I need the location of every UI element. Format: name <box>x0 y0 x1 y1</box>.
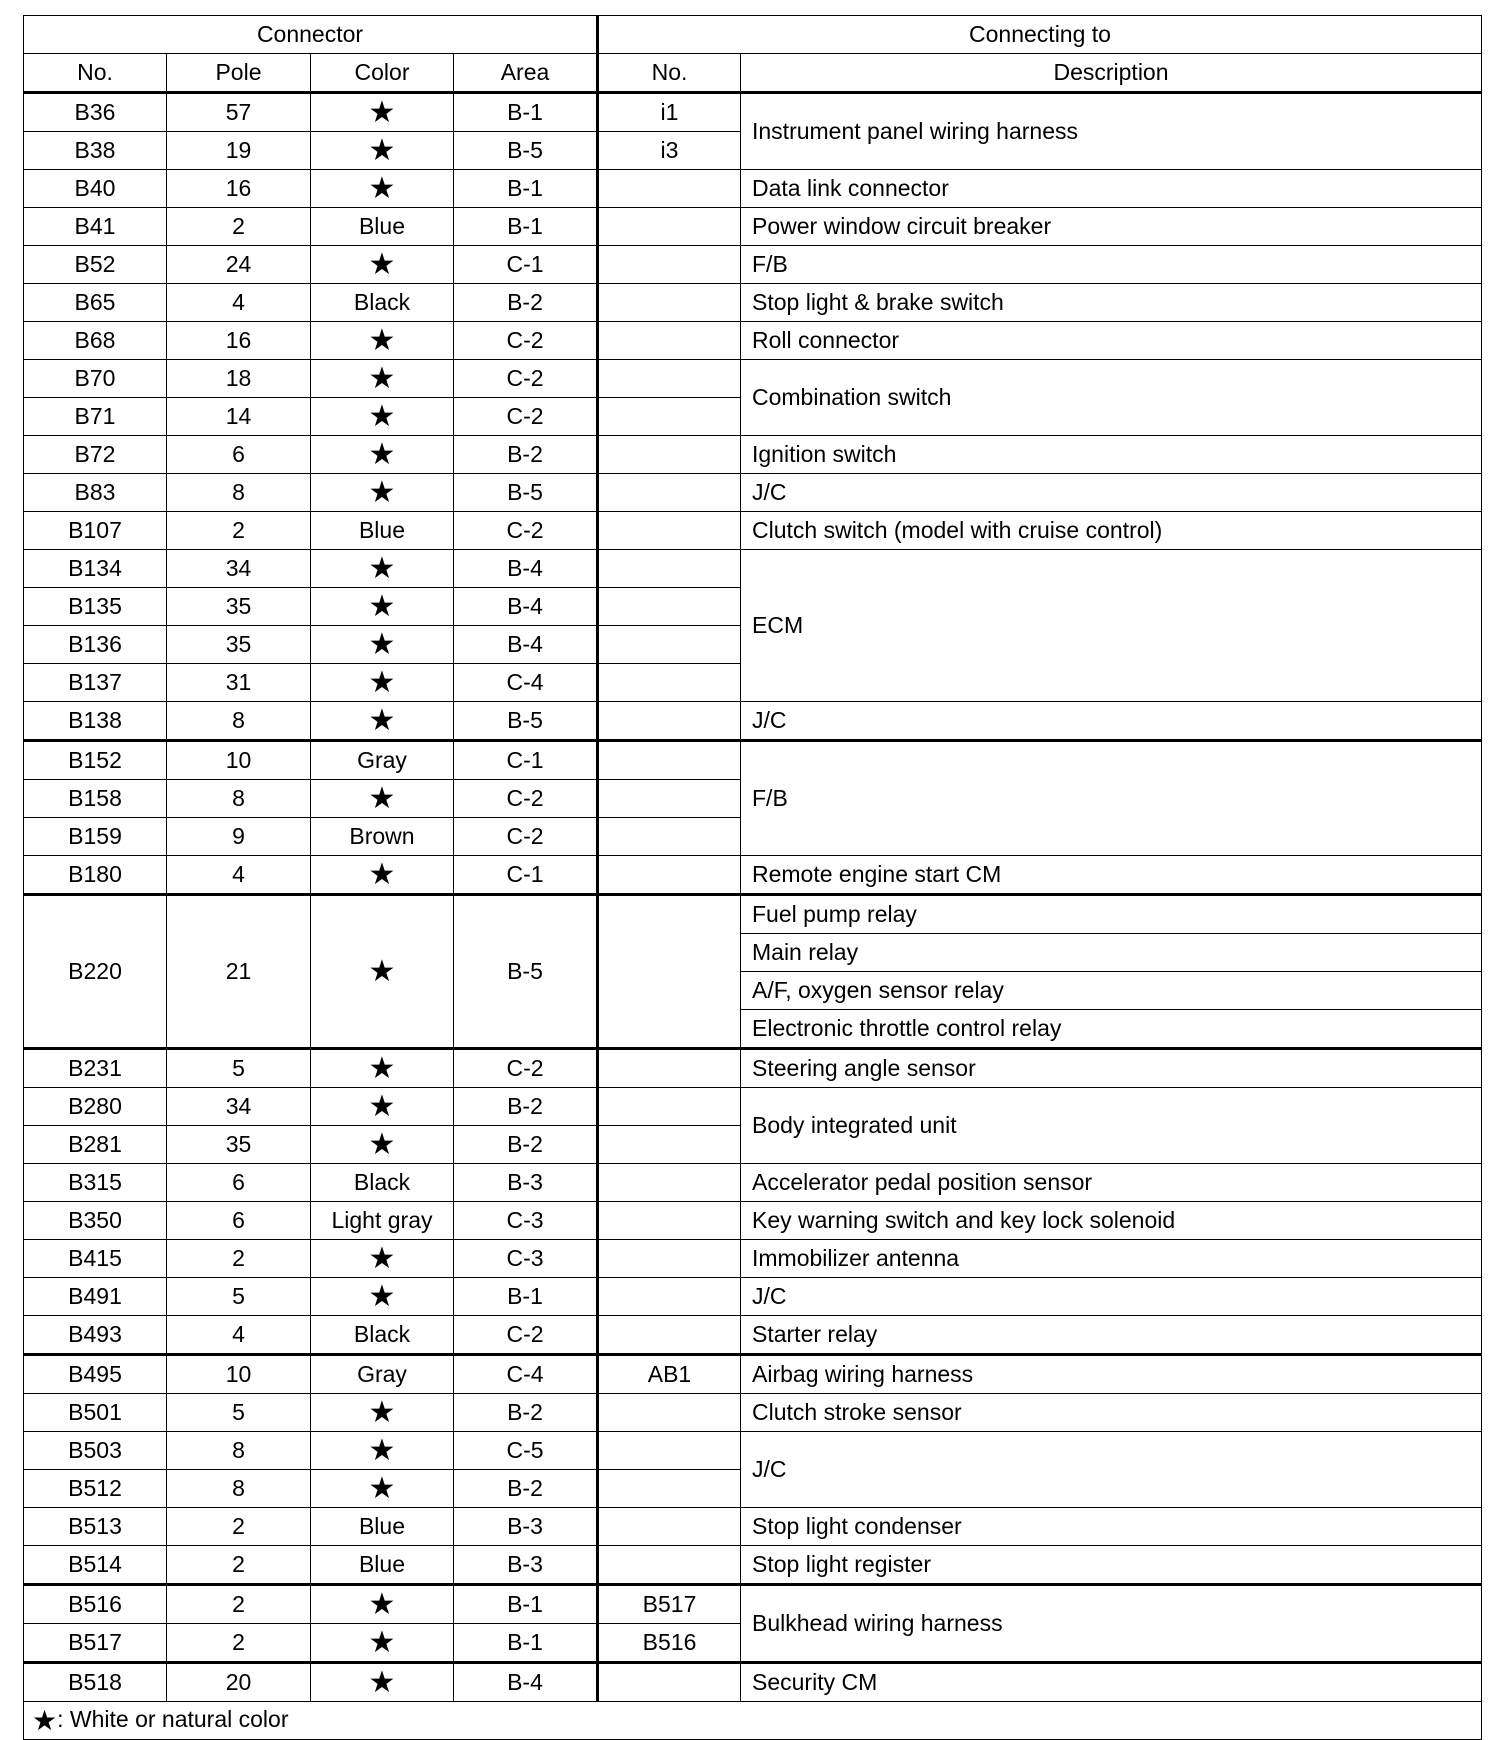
area-cell: C-2 <box>454 360 598 398</box>
table-row <box>24 208 1482 246</box>
color-cell <box>311 93 454 132</box>
connecting-no-cell <box>598 1663 741 1702</box>
area-cell: C-4 <box>454 1355 598 1394</box>
color-cell: Gray <box>311 741 454 780</box>
connecting-no-cell <box>598 1126 741 1164</box>
star-icon: ★ <box>368 361 396 395</box>
pole-cell: 6 <box>167 1164 311 1202</box>
connector-no-cell: B40 <box>24 170 167 208</box>
area-cell: B-2 <box>454 1126 598 1164</box>
pole-cell: 16 <box>167 170 311 208</box>
table-row <box>24 1394 1482 1432</box>
area-cell: C-2 <box>454 512 598 550</box>
pole-cell: 10 <box>167 1355 311 1394</box>
connector-table <box>23 15 1482 1740</box>
star-icon: ★ <box>368 1241 396 1275</box>
area-cell: C-5 <box>454 1432 598 1470</box>
star-icon: ★ <box>368 437 396 471</box>
description-cell: A/F, oxygen sensor relay <box>741 972 1482 1010</box>
connecting-no-cell: B516 <box>598 1624 741 1663</box>
table-row <box>24 1663 1482 1702</box>
pole-cell: 18 <box>167 360 311 398</box>
connecting-no-cell <box>598 1278 741 1316</box>
connector-no-cell: B134 <box>24 550 167 588</box>
header-connector: Connector <box>24 16 598 54</box>
table-row <box>24 1432 1482 1470</box>
color-cell: Light gray <box>311 1202 454 1240</box>
connecting-no-cell <box>598 550 741 588</box>
pole-cell: 2 <box>167 1585 311 1624</box>
star-icon: ★ <box>368 399 396 433</box>
connecting-no-cell <box>598 284 741 322</box>
table-row <box>24 856 1482 895</box>
color-cell <box>311 170 454 208</box>
description-cell: Fuel pump relay <box>741 895 1482 934</box>
pole-cell: 31 <box>167 664 311 702</box>
star-icon: ★ <box>368 95 396 129</box>
pole-cell: 16 <box>167 322 311 360</box>
pole-cell: 19 <box>167 132 311 170</box>
area-cell: B-1 <box>454 208 598 246</box>
connector-no-cell: B136 <box>24 626 167 664</box>
description-cell: Instrument panel wiring harness <box>741 93 1482 170</box>
area-cell: C-2 <box>454 780 598 818</box>
pole-cell: 4 <box>167 284 311 322</box>
connecting-no-cell <box>598 1240 741 1278</box>
area-cell: B-4 <box>454 1663 598 1702</box>
pole-cell: 2 <box>167 512 311 550</box>
connecting-no-cell: AB1 <box>598 1355 741 1394</box>
pole-cell: 35 <box>167 1126 311 1164</box>
description-cell: Airbag wiring harness <box>741 1355 1482 1394</box>
color-cell <box>311 1394 454 1432</box>
area-cell: C-2 <box>454 1316 598 1355</box>
connecting-no-cell <box>598 780 741 818</box>
color-cell <box>311 1049 454 1088</box>
star-icon: ★ <box>368 857 396 891</box>
area-cell: C-1 <box>454 856 598 895</box>
star-icon: ★ <box>368 1395 396 1429</box>
legend-text: : White or natural color <box>57 1706 289 1732</box>
pole-cell: 8 <box>167 1470 311 1508</box>
color-cell: Blue <box>311 1508 454 1546</box>
area-cell: B-3 <box>454 1508 598 1546</box>
area-cell: B-5 <box>454 895 598 1049</box>
description-cell: Power window circuit breaker <box>741 208 1482 246</box>
header-area: Area <box>454 54 598 93</box>
area-cell: B-5 <box>454 132 598 170</box>
color-cell: Blue <box>311 512 454 550</box>
connector-no-cell: B513 <box>24 1508 167 1546</box>
star-icon: ★ <box>368 1665 396 1699</box>
star-icon: ★ <box>368 1433 396 1467</box>
table-row <box>24 512 1482 550</box>
connector-no-cell: B220 <box>24 895 167 1049</box>
description-cell: Remote engine start CM <box>741 856 1482 895</box>
area-cell: C-2 <box>454 398 598 436</box>
connector-no-cell: B350 <box>24 1202 167 1240</box>
color-cell: Brown <box>311 818 454 856</box>
color-cell <box>311 856 454 895</box>
pole-cell: 8 <box>167 474 311 512</box>
area-cell: B-2 <box>454 1394 598 1432</box>
table-row <box>24 246 1482 284</box>
description-cell: Starter relay <box>741 1316 1482 1355</box>
connector-no-cell: B493 <box>24 1316 167 1355</box>
connector-no-cell: B52 <box>24 246 167 284</box>
color-cell <box>311 664 454 702</box>
star-icon: ★ <box>368 1051 396 1085</box>
connecting-no-cell <box>598 170 741 208</box>
pole-cell: 8 <box>167 1432 311 1470</box>
color-cell: Black <box>311 1316 454 1355</box>
star-icon: ★ <box>368 954 396 988</box>
pole-cell: 2 <box>167 1240 311 1278</box>
star-icon: ★ <box>368 475 396 509</box>
pole-cell: 8 <box>167 780 311 818</box>
connecting-no-cell <box>598 588 741 626</box>
connector-no-cell: B135 <box>24 588 167 626</box>
color-cell <box>311 436 454 474</box>
pole-cell: 6 <box>167 436 311 474</box>
description-cell: Stop light condenser <box>741 1508 1482 1546</box>
description-cell: Combination switch <box>741 360 1482 436</box>
connecting-no-cell <box>598 626 741 664</box>
table-row <box>24 1585 1482 1624</box>
connecting-no-cell <box>598 664 741 702</box>
table-row <box>24 1278 1482 1316</box>
area-cell: B-5 <box>454 702 598 741</box>
area-cell: C-2 <box>454 322 598 360</box>
area-cell: B-2 <box>454 1088 598 1126</box>
table-row <box>24 360 1482 398</box>
description-cell: Main relay <box>741 934 1482 972</box>
description-cell: ECM <box>741 550 1482 702</box>
color-cell <box>311 132 454 170</box>
connector-no-cell: B71 <box>24 398 167 436</box>
table-row <box>24 1355 1482 1394</box>
connector-no-cell: B315 <box>24 1164 167 1202</box>
color-cell <box>311 1088 454 1126</box>
color-cell <box>311 1585 454 1624</box>
connecting-no-cell <box>598 856 741 895</box>
connector-no-cell: B41 <box>24 208 167 246</box>
area-cell: C-1 <box>454 741 598 780</box>
description-cell: Stop light register <box>741 1546 1482 1585</box>
color-cell <box>311 550 454 588</box>
star-icon: ★ <box>368 1587 396 1621</box>
star-icon: ★ <box>368 323 396 357</box>
connector-no-cell: B280 <box>24 1088 167 1126</box>
description-cell: Clutch stroke sensor <box>741 1394 1482 1432</box>
connecting-no-cell <box>598 474 741 512</box>
description-cell: Security CM <box>741 1663 1482 1702</box>
color-cell <box>311 246 454 284</box>
table-row <box>24 702 1482 741</box>
color-cell: Black <box>311 1164 454 1202</box>
connecting-no-cell <box>598 322 741 360</box>
color-cell <box>311 702 454 741</box>
area-cell: C-2 <box>454 818 598 856</box>
connecting-no-cell <box>598 1432 741 1470</box>
connecting-no-cell <box>598 512 741 550</box>
description-cell: Steering angle sensor <box>741 1049 1482 1088</box>
area-cell: B-1 <box>454 93 598 132</box>
star-icon: ★ <box>368 703 396 737</box>
description-cell: F/B <box>741 741 1482 856</box>
area-cell: B-2 <box>454 1470 598 1508</box>
header-connecting-to: Connecting to <box>598 16 1482 54</box>
connector-no-cell: B281 <box>24 1126 167 1164</box>
connector-no-cell: B415 <box>24 1240 167 1278</box>
connector-no-cell: B107 <box>24 512 167 550</box>
connecting-no-cell <box>598 398 741 436</box>
description-cell: Body integrated unit <box>741 1088 1482 1164</box>
area-cell: B-4 <box>454 626 598 664</box>
connector-no-cell: B36 <box>24 93 167 132</box>
description-cell: J/C <box>741 702 1482 741</box>
star-icon: ★ <box>368 247 396 281</box>
color-cell <box>311 398 454 436</box>
pole-cell: 2 <box>167 1624 311 1663</box>
color-cell: Blue <box>311 1546 454 1585</box>
pole-cell: 8 <box>167 702 311 741</box>
star-icon: ★ <box>368 1089 396 1123</box>
description-cell: Roll connector <box>741 322 1482 360</box>
connecting-no-cell <box>598 1049 741 1088</box>
area-cell: C-3 <box>454 1240 598 1278</box>
connecting-no-cell <box>598 895 741 1049</box>
connector-table-sheet <box>23 15 1482 1740</box>
header-description: Description <box>741 54 1482 93</box>
color-cell <box>311 360 454 398</box>
description-cell: J/C <box>741 1432 1482 1508</box>
area-cell: B-3 <box>454 1164 598 1202</box>
connector-no-cell: B158 <box>24 780 167 818</box>
color-cell <box>311 1126 454 1164</box>
area-cell: B-4 <box>454 588 598 626</box>
area-cell: B-1 <box>454 1624 598 1663</box>
star-icon: ★ <box>368 1625 396 1659</box>
connector-no-cell: B491 <box>24 1278 167 1316</box>
table-row <box>24 474 1482 512</box>
pole-cell: 35 <box>167 626 311 664</box>
table-row <box>24 550 1482 588</box>
connecting-no-cell <box>598 436 741 474</box>
connector-no-cell: B65 <box>24 284 167 322</box>
connecting-no-cell <box>598 1202 741 1240</box>
table-row <box>24 1546 1482 1585</box>
connecting-no-cell: i3 <box>598 132 741 170</box>
description-cell: F/B <box>741 246 1482 284</box>
connector-no-cell: B514 <box>24 1546 167 1585</box>
header-color: Color <box>311 54 454 93</box>
color-cell <box>311 322 454 360</box>
color-cell <box>311 1240 454 1278</box>
connector-no-cell: B231 <box>24 1049 167 1088</box>
color-cell <box>311 1663 454 1702</box>
description-cell: J/C <box>741 474 1482 512</box>
legend-note <box>24 1702 1482 1740</box>
star-icon: ★ <box>368 1279 396 1313</box>
table-row <box>24 1508 1482 1546</box>
pole-cell: 6 <box>167 1202 311 1240</box>
connecting-no-cell <box>598 1164 741 1202</box>
pole-cell: 21 <box>167 895 311 1049</box>
color-cell: Black <box>311 284 454 322</box>
connector-no-cell: B138 <box>24 702 167 741</box>
description-cell: Key warning switch and key lock solenoid <box>741 1202 1482 1240</box>
star-icon: ★ <box>368 1471 396 1505</box>
connecting-no-cell <box>598 360 741 398</box>
pole-cell: 2 <box>167 1508 311 1546</box>
description-cell: J/C <box>741 1278 1482 1316</box>
pole-cell: 14 <box>167 398 311 436</box>
color-cell <box>311 895 454 1049</box>
table-row <box>24 1164 1482 1202</box>
connector-no-cell: B72 <box>24 436 167 474</box>
description-cell: Data link connector <box>741 170 1482 208</box>
table-row <box>24 895 1482 934</box>
connector-no-cell: B503 <box>24 1432 167 1470</box>
star-icon: ★ <box>368 589 396 623</box>
area-cell: B-1 <box>454 1278 598 1316</box>
header-no: No. <box>24 54 167 93</box>
color-cell <box>311 780 454 818</box>
table-row <box>24 1316 1482 1355</box>
connecting-no-cell <box>598 702 741 741</box>
pole-cell: 35 <box>167 588 311 626</box>
table-row <box>24 170 1482 208</box>
table-row <box>24 322 1482 360</box>
connecting-no-cell <box>598 246 741 284</box>
star-icon: ★ <box>368 551 396 585</box>
connector-no-cell: B517 <box>24 1624 167 1663</box>
pole-cell: 24 <box>167 246 311 284</box>
table-row <box>24 1088 1482 1126</box>
header-connecting-no: No. <box>598 54 741 93</box>
connecting-no-cell <box>598 208 741 246</box>
connector-no-cell: B512 <box>24 1470 167 1508</box>
table-row <box>24 1240 1482 1278</box>
header-pole: Pole <box>167 54 311 93</box>
area-cell: C-1 <box>454 246 598 284</box>
area-cell: C-4 <box>454 664 598 702</box>
connecting-no-cell <box>598 818 741 856</box>
table-row <box>24 284 1482 322</box>
pole-cell: 5 <box>167 1049 311 1088</box>
connector-no-cell: B83 <box>24 474 167 512</box>
star-icon: ★ <box>368 627 396 661</box>
connecting-no-cell <box>598 1546 741 1585</box>
description-cell: Ignition switch <box>741 436 1482 474</box>
pole-cell: 4 <box>167 856 311 895</box>
table-row <box>24 436 1482 474</box>
connector-no-cell: B518 <box>24 1663 167 1702</box>
pole-cell: 4 <box>167 1316 311 1355</box>
pole-cell: 20 <box>167 1663 311 1702</box>
connector-no-cell: B501 <box>24 1394 167 1432</box>
pole-cell: 34 <box>167 550 311 588</box>
color-cell: Gray <box>311 1355 454 1394</box>
area-cell: B-2 <box>454 284 598 322</box>
pole-cell: 10 <box>167 741 311 780</box>
area-cell: B-4 <box>454 550 598 588</box>
description-cell: Electronic throttle control relay <box>741 1010 1482 1049</box>
table-row <box>24 93 1482 132</box>
table-body <box>24 93 1482 1702</box>
connector-no-cell: B68 <box>24 322 167 360</box>
color-cell <box>311 626 454 664</box>
connector-no-cell: B152 <box>24 741 167 780</box>
area-cell: C-3 <box>454 1202 598 1240</box>
connector-no-cell: B180 <box>24 856 167 895</box>
pole-cell: 9 <box>167 818 311 856</box>
connector-no-cell: B495 <box>24 1355 167 1394</box>
description-cell: Bulkhead wiring harness <box>741 1585 1482 1663</box>
star-icon: ★ <box>368 171 396 205</box>
connector-no-cell: B137 <box>24 664 167 702</box>
table-row <box>24 1049 1482 1088</box>
pole-cell: 34 <box>167 1088 311 1126</box>
connecting-no-cell <box>598 1316 741 1355</box>
table-row <box>24 1202 1482 1240</box>
area-cell: B-1 <box>454 170 598 208</box>
area-cell: C-2 <box>454 1049 598 1088</box>
pole-cell: 57 <box>167 93 311 132</box>
color-cell: Blue <box>311 208 454 246</box>
connecting-no-cell <box>598 1508 741 1546</box>
color-cell <box>311 1470 454 1508</box>
pole-cell: 2 <box>167 208 311 246</box>
connector-no-cell: B516 <box>24 1585 167 1624</box>
area-cell: B-1 <box>454 1585 598 1624</box>
star-icon: ★ <box>368 781 396 815</box>
star-icon: ★ <box>368 1127 396 1161</box>
table-row <box>24 741 1482 780</box>
connecting-no-cell: i1 <box>598 93 741 132</box>
connecting-no-cell <box>598 1470 741 1508</box>
color-cell <box>311 1624 454 1663</box>
connector-no-cell: B70 <box>24 360 167 398</box>
connecting-no-cell: B517 <box>598 1585 741 1624</box>
color-cell <box>311 474 454 512</box>
description-cell: Immobilizer antenna <box>741 1240 1482 1278</box>
color-cell <box>311 1278 454 1316</box>
color-cell <box>311 1432 454 1470</box>
star-icon: ★ <box>32 1705 58 1736</box>
star-icon: ★ <box>368 665 396 699</box>
pole-cell: 2 <box>167 1546 311 1585</box>
description-cell: Stop light & brake switch <box>741 284 1482 322</box>
pole-cell: 5 <box>167 1278 311 1316</box>
star-icon: ★ <box>368 133 396 167</box>
connector-no-cell: B159 <box>24 818 167 856</box>
connecting-no-cell <box>598 1088 741 1126</box>
description-cell: Accelerator pedal position sensor <box>741 1164 1482 1202</box>
area-cell: B-5 <box>454 474 598 512</box>
area-cell: B-2 <box>454 436 598 474</box>
connecting-no-cell <box>598 1394 741 1432</box>
color-cell <box>311 588 454 626</box>
connecting-no-cell <box>598 741 741 780</box>
area-cell: B-3 <box>454 1546 598 1585</box>
description-cell: Clutch switch (model with cruise control) <box>741 512 1482 550</box>
pole-cell: 5 <box>167 1394 311 1432</box>
connector-no-cell: B38 <box>24 132 167 170</box>
